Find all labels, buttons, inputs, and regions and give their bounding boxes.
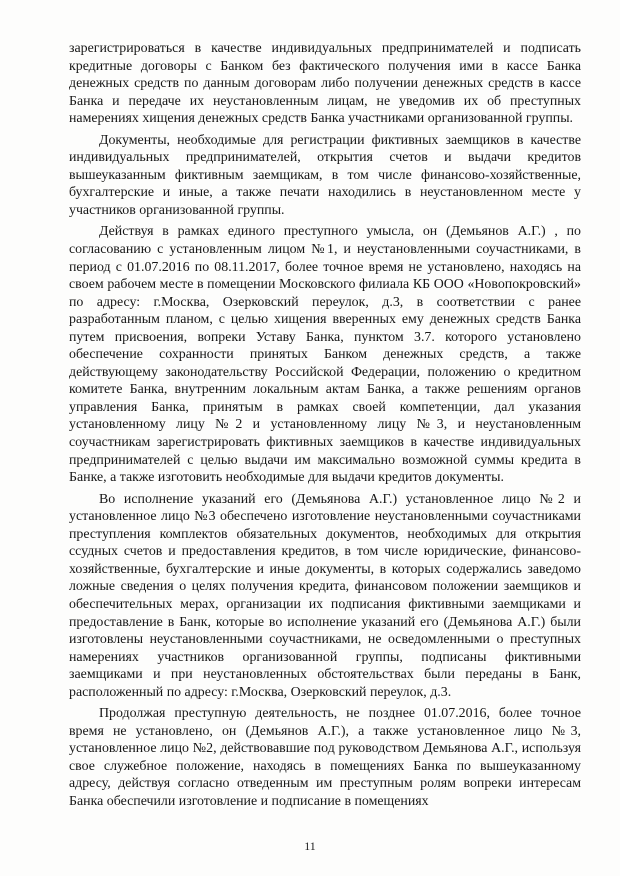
paragraph-4: Во исполнение указаний его (Демьянова А.Г.) установленное лицо №2 и установленное лицо №3 обеспечено изготовление неустановленными соучастниками преступления комплектов обязательных документов, необходимых для открытия ссудных счетов и предоставления кредитов, в том числе юридические, финансово-хозяйственные, бухгалтерские и иные документы, в которых содержались заведомо ложные сведения о целях получения кредита, финансовом положении заемщиков и обеспечительных мерах, организации их подписания фиктивными заемщиками и предоставление в Банк, которые во исполнение указаний его (Демьянова А.Г.) были изготовлены неустановленными соучастниками, не осведомленными о преступных намерениях участников организованной группы, подписаны фиктивными заемщиками и при неустановленных обстоятельствах были переданы в Банк, расположенный по адресу: г.Москва, Озерковский переулок, д.3. bbox=[69, 491, 581, 700]
page-number: 11 bbox=[304, 839, 316, 853]
paragraph-1: зарегистрироваться в качестве индивидуальных предпринимателей и подписать кредитные договоры с Банком без фактического получения ими в кассе Банка денежных средств по данным договорам либо получении денежных средств в кассе Банка и передаче их неустановленным лицам, не уведомив их об преступных намерениях хищения денежных средств Банка участниками организованной группы. bbox=[69, 41, 581, 127]
paragraph-2: Документы, необходимые для регистрации фиктивных заемщиков в качестве индивидуальных предпринимателей, открытия счетов и выдачи кредитов вышеуказанным фиктивным заемщикам, в том числе финансово-хозяйственные, бухгалтерские и иные, а также печати находились в неустановленном месте у участников организованной группы. bbox=[69, 132, 581, 218]
document-body bbox=[69, 40, 581, 815]
paragraph-3: Действуя в рамках единого преступного умысла, он (Демьянов А.Г.) , по согласованию с установленным лицом №1, и неустановленными соучастниками, в период с 01.07.2016 по 08.11.2017, более точное время не установлено, находясь на своем рабочем месте в помещении Московского филиала КБ ООО «Новопокровский» по адресу: г.Москва, Озерковский переулок, д.3, в соответствии с ранее разработанным планом, с целью хищения вверенных ему денежных средств Банка путем присвоения, вопреки Уставу Банка, пунктом 3.7. которого установлено обеспечение сохранности принятых Банком денежных средств, а также действующему законодательству Российской Федерации, положению о кредитном комитете Банка, внутренним локальным актам Банка, а также решениям органов управления Банка, принятым в рамках своей компетенции, дал указания установленному лицу №2 и установленному лицу №3, и неустановленным соучастникам зарегистрировать фиктивных заемщиков в качестве индивидуальных предпринимателей с целью выдачи им максимально возможной суммы кредита в Банке, а также изготовить необходимые для выдачи кредитов документы. bbox=[69, 224, 581, 486]
paragraph-5: Продолжая преступную деятельность, не позднее 01.07.2016, более точное время не установлено, он (Демьянов А.Г.), а также установленное лицо №3, установленное лицо №2, действовавшие под руководством Демьянова А.Г., используя свое служебное положение, находясь в помещениях Банка по вышеуказанному адресу, действуя согласно отведенным им преступным ролям вопреки интересам Банка обеспечили изготовление и подписание в помещениях bbox=[69, 706, 581, 809]
